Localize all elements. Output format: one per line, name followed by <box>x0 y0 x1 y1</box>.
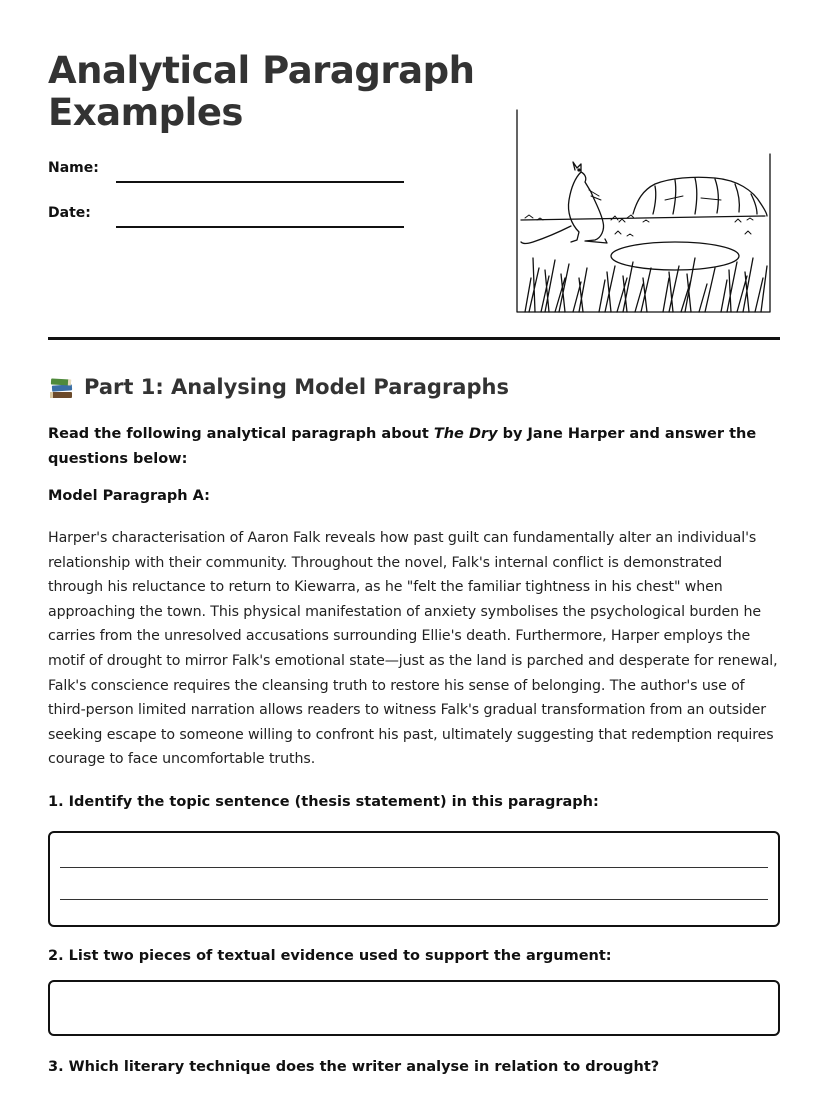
books-icon <box>48 374 74 400</box>
question-2: 2. List two pieces of textual evidence used to support the argument: <box>48 948 612 964</box>
outback-kangaroo-landscape-icon <box>515 108 773 314</box>
question-1: 1. Identify the topic sentence (thesis statement) in this paragraph: <box>48 794 599 810</box>
answer-line <box>60 867 768 868</box>
book-title: The Dry <box>433 426 498 442</box>
date-line[interactable] <box>116 226 404 228</box>
question-3: 3. Which literary technique does the writer analyse in relation to drought? <box>48 1059 660 1075</box>
date-label: Date: <box>48 205 91 221</box>
answer-line <box>60 899 768 900</box>
header-divider <box>48 337 780 340</box>
answer-box-1[interactable] <box>48 831 780 927</box>
instruction-after: by Jane Harper and answer the questions below: <box>48 426 757 467</box>
name-label: Name: <box>48 160 99 176</box>
instruction-before: Read the following analytical paragraph about <box>48 426 434 442</box>
model-paragraph: Harper's characterisation of Aaron Falk reveals how past guilt can fundamentally alter an individual's relationship with their community. Throughout the novel, Falk's internal conflict is demonstrated through his reluctance to return to Kiewarra, as he "felt the familiar tightness in his chest" when approaching the town. This physical manifestation of anxiety symbolises the psychological burden he carries from the unresolved accusations surrounding Ellie's death. Furthermore, Harper employs the motif of drought to mirror Falk's emotional state—just as the land is parched and desperate for renewal, Falk's conscience requires the cleansing truth to restore his sense of belonging. The author's use of third-person limited narration allows readers to witness Falk's gradual transformation from an outsider seeking escape to someone willing to confront his past, ultimately suggesting that redemption requires courage to face uncomfortable truths. <box>48 530 778 768</box>
part1-title <box>48 374 509 400</box>
model-paragraph-label: Model Paragraph A: <box>48 488 210 504</box>
page-title: Analytical Paragraph Examples <box>48 49 475 134</box>
name-field[interactable] <box>48 160 408 184</box>
answer-box-2[interactable] <box>48 980 780 1036</box>
instruction-text <box>48 422 768 472</box>
date-field[interactable] <box>48 205 408 229</box>
name-line[interactable] <box>116 181 404 183</box>
part1-title-text: Part 1: Analysing Model Paragraphs <box>84 375 509 399</box>
